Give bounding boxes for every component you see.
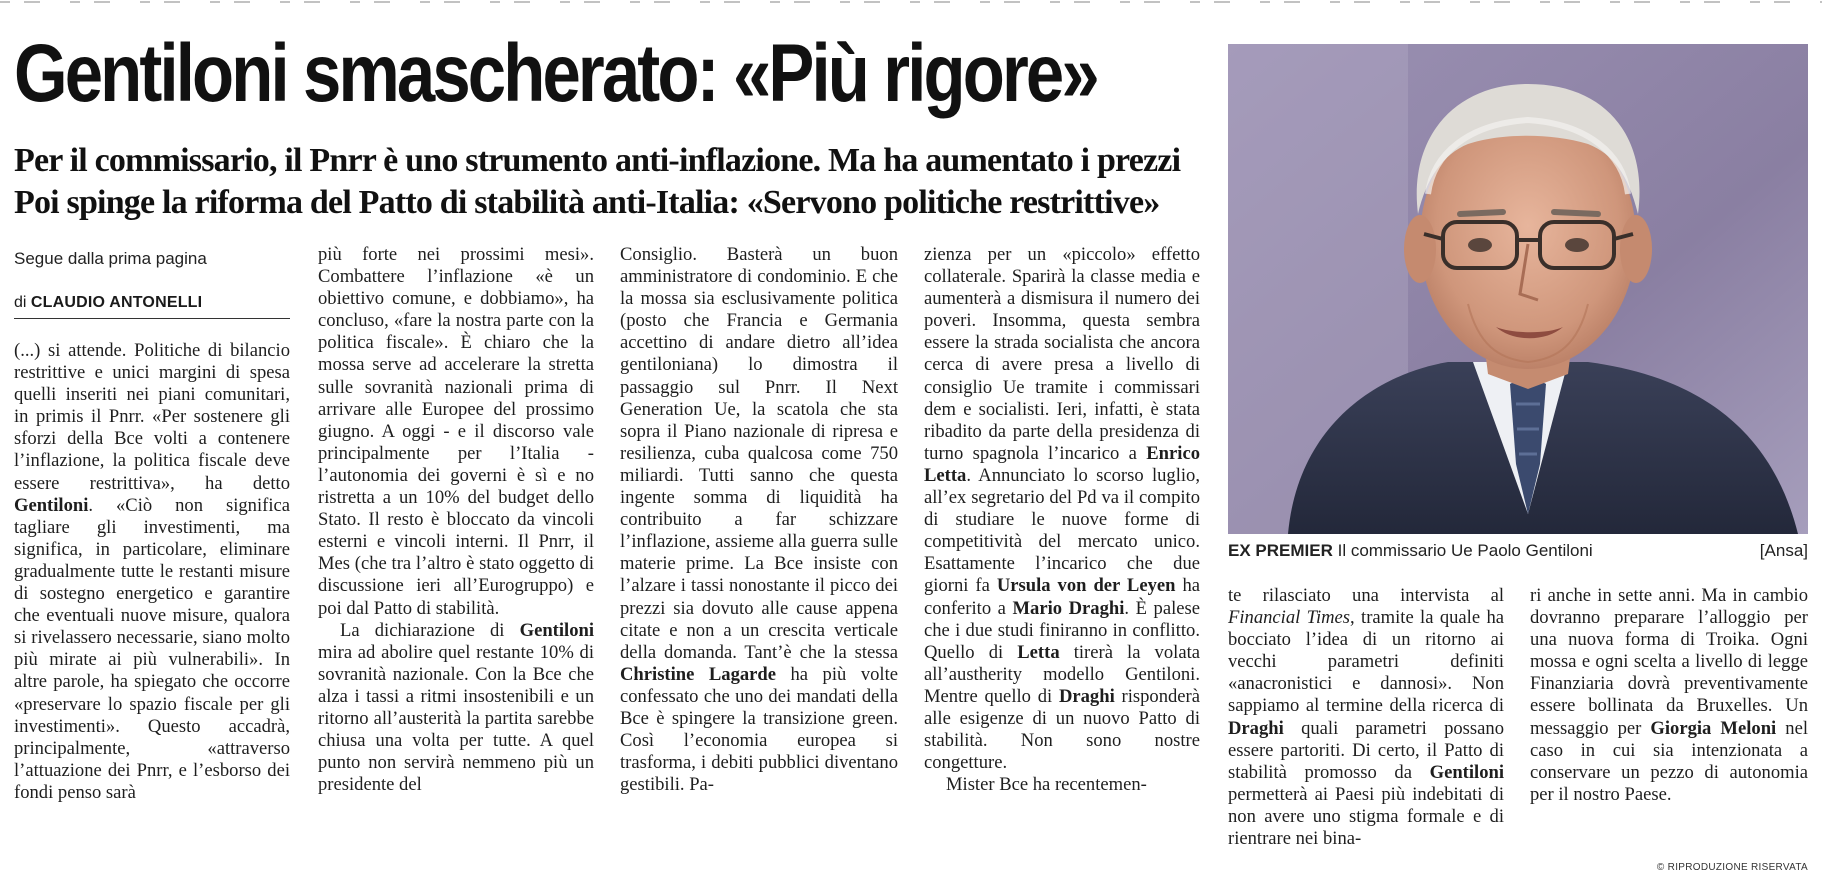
subheadline-1: Per il commissario, il Pnrr è uno strumento anti-inflazione. Ma ha aumentato i prezzi (14, 142, 1181, 179)
article-column-4 (924, 244, 1200, 796)
copyright-notice: © RIPRODUZIONE RISERVATA (1656, 862, 1808, 873)
article-paragraph: Mister Bce ha recentemen- (946, 774, 1147, 796)
person-name: Gentiloni (1429, 761, 1504, 783)
person-name: Letta (1017, 641, 1060, 663)
article-paragraph: più forte nei prossimi mesi». Combattere l’inflazione «è un obiettivo comune, e dobbiamo», ha concluso, «fare la nostra parte con la politica fiscale». È chiaro che la mossa serve ad accelerare la stretta sulle sovranità nazionali prima di arrivare alle Europee del prossimo giugno. A oggi - e il discorso vale principalmente per l’Italia - l’autonomia dei governi è sì e no ristretta a un 10% del budget dello Stato. Il resto è bloccato da vincoli esterni e vincoli interni. Il Pnrr, il Mes (che tra l’altro è stato oggetto di discussione ieri all’Eurogruppo) e poi dal Patto di stabilità. (318, 244, 594, 619)
person-name: Draghi (1228, 717, 1284, 739)
person-name: Draghi (1058, 685, 1115, 707)
article-column-3 (620, 244, 898, 796)
previous-article-strip (0, 0, 1822, 6)
portrait-image (1228, 44, 1808, 534)
byline-prefix: di (14, 294, 27, 311)
photo-caption (1228, 540, 1808, 566)
photo-credit: [Ansa] (1759, 541, 1808, 560)
subheadline-2: Poi spinge la riforma del Patto di stabilità anti-Italia: «Servono politiche restrittive» (14, 184, 1160, 221)
caption-text: Il commissario Ue Paolo Gentiloni (1337, 541, 1593, 560)
publication-title: Financial Times (1228, 607, 1351, 629)
caption-label: EX PREMIER (1228, 541, 1333, 560)
person-name: Enrico Letta (924, 442, 1200, 486)
article-column-1 (14, 340, 290, 804)
article-column-6 (1530, 585, 1808, 806)
headline: Gentiloni smascherato: «Più rigore» (14, 28, 1097, 119)
byline-author: CLAUDIO ANTONELLI (30, 294, 203, 311)
photo-gentiloni (1228, 44, 1808, 534)
article-paragraph: zienza per un «piccolo» effetto collaterale. Sparirà la classe media e aumenterà a dismisura il numero dei poveri. Insomma, questa sembra essere la strada socialista che ancora cerca di avere presa a livello di consiglio Ue tramite i commissari dem e socialisti. Ieri, infatti, è stata ribadito da parte della presidenza di turno spagnola l’incarico a Enrico Letta. Annunciato lo scorso luglio, all’ex segretario del Pd va il compito di studiare le nuove forme di competitività del mercato unico. Esattamente l’incarico che due giorni fa Ursula von der Leyen ha conferito a Mario Draghi. È palese che i due studi finiranno in conflitto. Quello di Letta tirerà la volata all’austherity modello Gentiloni. Mentre quello di Draghi risponderà alle esigenze di un nuovo Patto di stabilità. Non sono nostre congetture. (924, 244, 1201, 774)
article-paragraph: Consiglio. Basterà un buon amministratore di condominio. E che la mossa sia esclusivamente politica (posto che Francia e Germania accettino di andare dietro all’idea gentiloniana) lo dimostra il passaggio sul Pnrr. Il Next Generation Ue, la scatola che sta sopra il Piano nazionale di ripresa e resilienza, cuba qualcosa come 750 miliardi. Tutti sanno che questa ingente somma di liquidità ha contribuito a far schizzare l’inflazione, assieme alla guerra sulle materie prime. La Bce insiste con l’alzare i tassi nonostante il picco dei prezzi sia dovuto alle cause appena citate e non a un crescita verticale della domanda. Tant’è che la stessa Christine Lagarde ha più volte confessato che uno dei mandati della Bce è spingere la transizione green. Così l’economia europea si trasforma, i debiti pubblici diventano gestibili. Pa- (620, 244, 898, 796)
article-paragraph: La dichiarazione di Gentiloni mira ad abolire quel restante 10% di sovranità nazionale. Con la Bce che alza i tassi a ritmi insostenibili e un ritorno all’austerità la partita sarebbe chiusa una volta per tutte. A quel punto non servirà nemmeno più un presidente del (318, 619, 594, 796)
article-column-2 (318, 244, 594, 796)
article-paragraph: (...) si attende. Politiche di bilancio restrittive e unici margini di spesa quelli inseriti nei piani comunitari, in primis il Pnrr. «Per sostenere gli sforzi della Bce volti a contenere l’inflazione, la politica fiscale deve essere restrittiva», ha detto Gentiloni. «Ciò non significa tagliare gli investimenti, ma significa, in particolare, eliminare gradualmente tutte le restanti misure di sostegno energetico e garantire che eventuali nuove misure, qualora si rivelassero necessarie, siano molto più mirate ai più vulnerabili». In altre parole, ha spiegato che occorre «preservare lo spazio fiscale per gli investimenti». Questo accadrà, principalmente, «attraverso l’attuazione dei Pnrr, e l’esborso dei fondi penso sarà (14, 340, 290, 803)
byline (14, 292, 290, 319)
article-paragraph: ri anche in sette anni. Ma in cambio dovranno preparare l’alloggio per una nuova forma di Troika. Ogni mossa e ogni scelta a livello di legge Finanziaria dovrà preventivamente essere bollinata da Bruxelles. Un messaggio per Giorgia Meloni nel caso in cui sia intenzionata a conservare un pezzo di autonomia per il nostro Paese. (1530, 585, 1808, 805)
person-name: Gentiloni (519, 619, 594, 641)
continued-from-front-page: Segue dalla prima pagina (14, 249, 207, 268)
person-name: Ursula von der Leyen (996, 575, 1176, 597)
person-name: Christine Lagarde (620, 663, 777, 685)
article-paragraph: te rilasciato una intervista al Financial Times, tramite la quale ha bocciato l’idea di un ritorno ai vecchi parametri definiti «anacronistici e dannosi». Non sappiamo al termine della ricerca di Draghi quali parametri possano essere partoriti. Di certo, il Patto di stabilità promosso da Gentiloni permetterà ai Paesi più indebitati di non avere uno stigma formale e di rientrare nei bina- (1228, 585, 1504, 850)
person-name: Gentiloni (14, 494, 89, 516)
person-name: Giorgia Meloni (1650, 717, 1777, 739)
person-name: Mario Draghi (1012, 597, 1125, 619)
article-column-5 (1228, 585, 1504, 850)
